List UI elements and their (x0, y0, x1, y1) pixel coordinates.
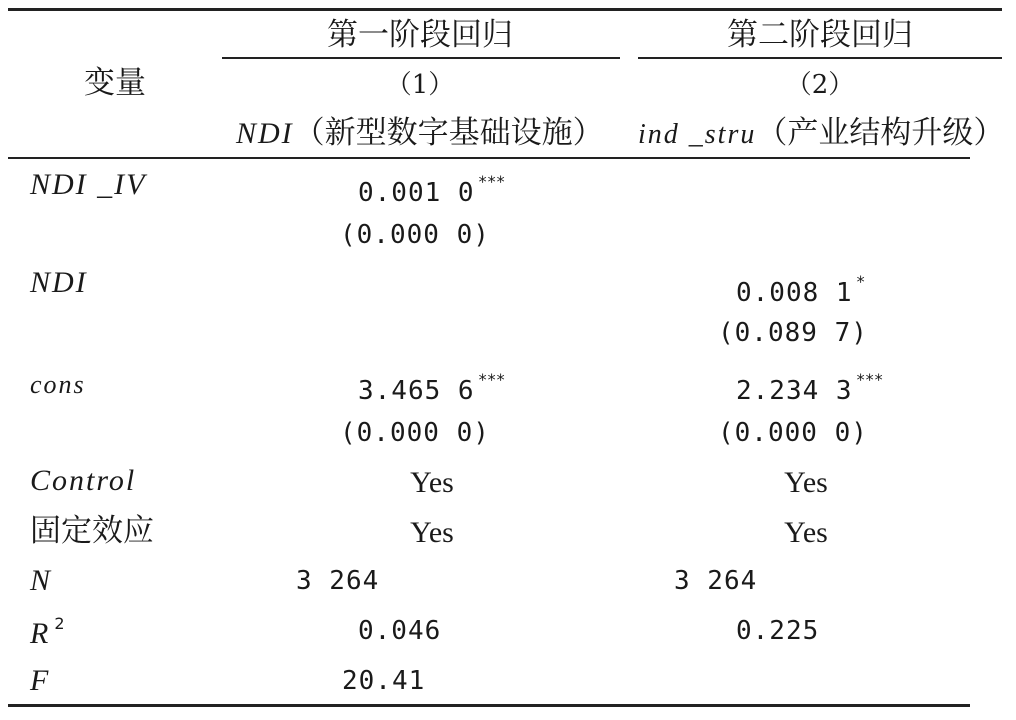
cell-control-col2: Yes (784, 466, 828, 499)
significance-stars: *** (478, 172, 506, 191)
stage2-title: 第二阶段回归 (727, 17, 913, 53)
col2-number: （2） (785, 70, 855, 100)
value: 2.234 3 (736, 376, 853, 406)
col1-desc: （新型数字基础设施） (293, 115, 604, 151)
cell-n-col2: 3 264 (674, 566, 758, 596)
value: 0.008 1 (736, 278, 853, 308)
bottom-rule (8, 704, 970, 707)
significance-stars: * (856, 272, 866, 291)
value: 3.465 6 (358, 376, 475, 406)
top-rule (8, 8, 1002, 11)
stage2-underline (638, 57, 1002, 59)
stage1-underline (222, 57, 620, 59)
variable-header: 变量 (84, 65, 146, 101)
r2-base: R (30, 617, 51, 650)
col2-desc: （产业结构升级） (756, 115, 1005, 151)
cell-cons-se-col1: (0.000 0) (340, 418, 490, 448)
col2-header (638, 115, 1005, 151)
col2-var: ind _stru (638, 119, 757, 150)
cell-ndi-col2 (736, 274, 866, 306)
stage1-title: 第一阶段回归 (327, 17, 513, 53)
row-label-f: F (30, 664, 51, 697)
header-bottom-rule (8, 157, 970, 159)
row-label-fixed-effects: 固定效应 (30, 513, 154, 549)
col1-header (236, 115, 604, 151)
cell-cons-se-col2: (0.000 0) (718, 418, 868, 448)
cell-ndi-iv-se-col1: (0.000 0) (340, 220, 490, 250)
cell-control-col1: Yes (410, 466, 454, 499)
r2-superscript: 2 (54, 614, 66, 633)
cell-r2-col2: 0.225 (736, 616, 820, 646)
cell-cons-col2 (736, 372, 884, 404)
cell-ndi-se-col2: (0.089 7) (718, 318, 868, 348)
row-label-control: Control (30, 464, 137, 497)
cell-r2-col1: 0.046 (358, 616, 442, 646)
col1-number: （1） (385, 70, 455, 100)
row-label-n: N (30, 564, 53, 597)
cell-fe-col2: Yes (784, 516, 828, 549)
row-label-ndi-iv: NDI _IV (30, 168, 147, 201)
cell-fe-col1: Yes (410, 516, 454, 549)
cell-n-col1: 3 264 (296, 566, 380, 596)
row-label-ndi: NDI (30, 266, 88, 299)
row-label-cons: cons (30, 370, 86, 399)
row-label-r2 (30, 616, 66, 649)
significance-stars: *** (478, 370, 506, 389)
significance-stars: *** (856, 370, 884, 389)
cell-f-col1: 20.41 (342, 666, 426, 696)
cell-cons-col1 (358, 372, 506, 404)
value: 0.001 0 (358, 178, 475, 208)
col1-var: NDI (236, 117, 294, 150)
cell-ndi-iv-col1 (358, 174, 506, 206)
